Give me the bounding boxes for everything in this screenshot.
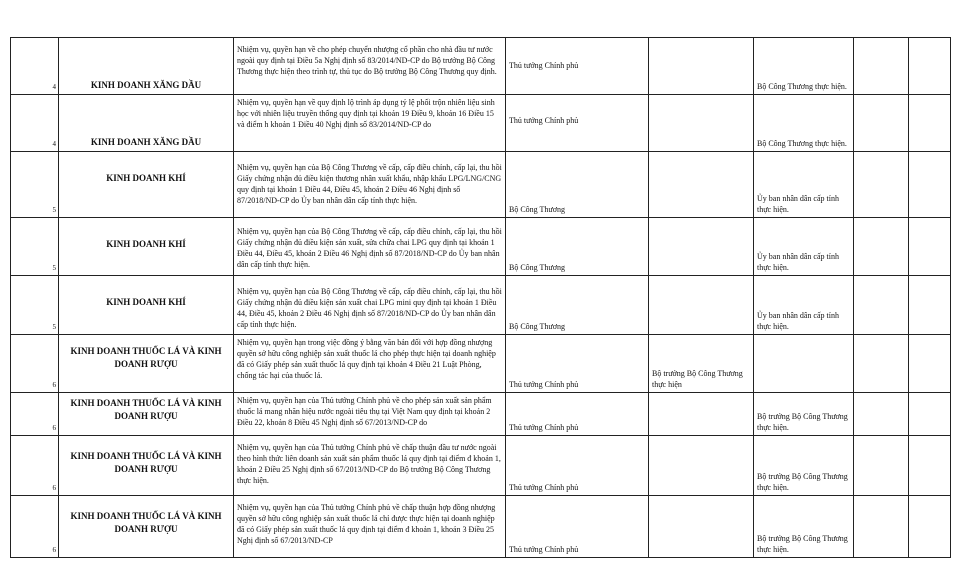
table-row [11, 436, 951, 496]
authority: Thủ tướng Chính phủ [506, 496, 649, 558]
delegation-table [10, 37, 951, 558]
empty-cell [854, 95, 909, 152]
authority: Thủ tướng Chính phủ [506, 436, 649, 496]
sector-name: KINH DOANH KHÍ [59, 152, 234, 218]
authority: Bộ Công Thương [506, 218, 649, 276]
task-description: Nhiệm vụ, quyền hạn của Thủ tướng Chính phủ về cho phép sản xuất sản phẩm thuốc lá mang nhãn hiệu nước ngoài tiêu thụ tại Việt Nam quy định tại khoản 2 Điều 22, khoản 8 Điều 45 Nghị định số 67/2013/ND-CP do [234, 393, 506, 436]
executor: Bộ Công Thương thực hiện. [754, 95, 854, 152]
task-description: Nhiệm vụ, quyền hạn của Bộ Công Thương về cấp, cấp điều chỉnh, cấp lại, thu hồi Giấy chứng nhận đủ điều kiện thương nhân xuất khẩu, nhập khẩu LPG/LNG/CNG quy định tại khoản 1 Điều 44, Điều 45, khoản 2 Điều 46 Nghị định số 87/2018/ND-CP do Ủy ban nhân dân cấp tỉnh thực hiện. [234, 152, 506, 218]
row-index: 5 [11, 218, 59, 276]
task-description: Nhiệm vụ, quyền hạn về quy định lộ trình áp dụng tỷ lệ phối trộn nhiên liệu sinh học với nhiên liệu truyền thống quy định tại khoản 19 Điều 9, khoản 16 Điều 15 và điểm h khoản 1 Điều 40 Nghị định số 83/2014/ND-CP do [234, 95, 506, 152]
task-description: Nhiệm vụ, quyền hạn của Bộ Công Thương về cấp, cấp điều chỉnh, cấp lại, thu hồi Giấy chứng nhận đủ điều kiện sản xuất, sửa chữa chai LPG quy định tại khoản 1 Điều 44, Điều 45, khoản 2 Điều 46 Nghị định số 87/2018/ND-CP do Ủy ban nhân dân cấp tỉnh thực hiện. [234, 218, 506, 276]
empty-cell [854, 335, 909, 393]
delegate [649, 393, 754, 436]
authority: Thủ tướng Chính phủ [506, 335, 649, 393]
delegate [649, 218, 754, 276]
authority: Thủ tướng Chính phủ [506, 393, 649, 436]
table-row [11, 276, 951, 335]
row-index: 6 [11, 393, 59, 436]
authority: Bộ Công Thương [506, 152, 649, 218]
executor: Bộ trưởng Bộ Công Thương thực hiện. [754, 393, 854, 436]
table-row [11, 335, 951, 393]
empty-cell [909, 38, 951, 95]
empty-cell [909, 218, 951, 276]
row-index: 6 [11, 436, 59, 496]
delegate [649, 496, 754, 558]
delegate [649, 276, 754, 335]
row-index: 6 [11, 335, 59, 393]
sector-name: KINH DOANH THUỐC LÁ VÀ KINH DOANH RƯỢU [59, 335, 234, 393]
table-row [11, 152, 951, 218]
executor: Bộ trưởng Bộ Công Thương thực hiện. [754, 436, 854, 496]
delegate [649, 38, 754, 95]
delegate [649, 436, 754, 496]
empty-cell [909, 276, 951, 335]
authority: Bộ Công Thương [506, 276, 649, 335]
empty-cell [909, 335, 951, 393]
executor: Bộ Công Thương thực hiện. [754, 38, 854, 95]
task-description: Nhiệm vụ, quyền hạn của Thủ tướng Chính phủ về chấp thuận hợp đồng nhượng quyền sở hữu công nghiệp sản xuất thuốc lá chỉ được thực hiện tại doanh nghiệp đã có Giấy phép sản xuất thuốc lá quy định tại điểm đ khoản 1, khoản 3 Điều 25 Nghị định số 67/2013/ND-CP [234, 496, 506, 558]
empty-cell [909, 152, 951, 218]
table-row [11, 95, 951, 152]
executor: Ủy ban nhân dân cấp tỉnh thực hiện. [754, 218, 854, 276]
task-description: Nhiệm vụ, quyền hạn của Bộ Công Thương về cấp, cấp điều chỉnh, cấp lại, thu hồi Giấy chứng nhận đủ điều kiện sản xuất chai LPG mini quy định tại khoản 1 Điều 44, Điều 45, khoản 2 Điều 46 Nghị định số 87/2018/ND-CP do Ủy ban nhân dân cấp tỉnh thực hiện. [234, 276, 506, 335]
empty-cell [854, 496, 909, 558]
empty-cell [854, 436, 909, 496]
empty-cell [854, 218, 909, 276]
row-index: 5 [11, 276, 59, 335]
table-row [11, 38, 951, 95]
empty-cell [854, 38, 909, 95]
sector-name: KINH DOANH THUỐC LÁ VÀ KINH DOANH RƯỢU [59, 393, 234, 436]
table-row [11, 218, 951, 276]
empty-cell [909, 496, 951, 558]
row-index: 4 [11, 95, 59, 152]
delegate: Bộ trưởng Bộ Công Thương thực hiện [649, 335, 754, 393]
task-description: Nhiệm vụ, quyền hạn của Thủ tướng Chính phủ về chấp thuận đầu tư nước ngoài theo hình thức liên doanh sản xuất sản phẩm thuốc lá quy định tại điểm đ khoản 1, khoản 2 Điều 25 Nghị định số 67/2013/ND-CP do Bộ trưởng Bộ Công Thương thực hiện. [234, 436, 506, 496]
executor: Ủy ban nhân dân cấp tỉnh thực hiện. [754, 152, 854, 218]
executor: Ủy ban nhân dân cấp tỉnh thực hiện. [754, 276, 854, 335]
delegate [649, 95, 754, 152]
row-index: 6 [11, 496, 59, 558]
executor [754, 335, 854, 393]
empty-cell [854, 152, 909, 218]
row-index: 5 [11, 152, 59, 218]
empty-cell [909, 436, 951, 496]
sector-name: KINH DOANH THUỐC LÁ VÀ KINH DOANH RƯỢU [59, 496, 234, 558]
empty-cell [909, 393, 951, 436]
sector-name: KINH DOANH KHÍ [59, 276, 234, 335]
table-row [11, 496, 951, 558]
row-index: 4 [11, 38, 59, 95]
delegate [649, 152, 754, 218]
empty-cell [909, 95, 951, 152]
empty-cell [854, 276, 909, 335]
sector-name: KINH DOANH KHÍ [59, 218, 234, 276]
executor: Bộ trưởng Bộ Công Thương thực hiện. [754, 496, 854, 558]
authority: Thủ tướng Chính phủ [506, 38, 649, 95]
empty-cell [854, 393, 909, 436]
sector-name: KINH DOANH XĂNG DẦU [59, 95, 234, 152]
task-description: Nhiệm vụ, quyền hạn về cho phép chuyển nhượng cổ phần cho nhà đầu tư nước ngoài quy định tại Điều 5a Nghị định số 83/2014/ND-CP do Bộ trưởng Bộ Công Thương thực hiện theo trình tự, thủ tục do Bộ trưởng Bộ Công Thương quy định. [234, 38, 506, 95]
sector-name: KINH DOANH THUỐC LÁ VÀ KINH DOANH RƯỢU [59, 436, 234, 496]
authority: Thủ tướng Chính phủ [506, 95, 649, 152]
task-description: Nhiệm vụ, quyền hạn trong việc đồng ý bằng văn bản đối với hợp đồng nhượng quyền sở hữu công nghiệp sản xuất thuốc lá cho phép thực hiện tại doanh nghiệp đã có Giấy phép sản xuất thuốc lá quy định tại khoản 4 Điều 21 Luật Phòng, chống tác hại của thuốc lá. [234, 335, 506, 393]
sector-name: KINH DOANH XĂNG DẦU [59, 38, 234, 95]
table-row [11, 393, 951, 436]
